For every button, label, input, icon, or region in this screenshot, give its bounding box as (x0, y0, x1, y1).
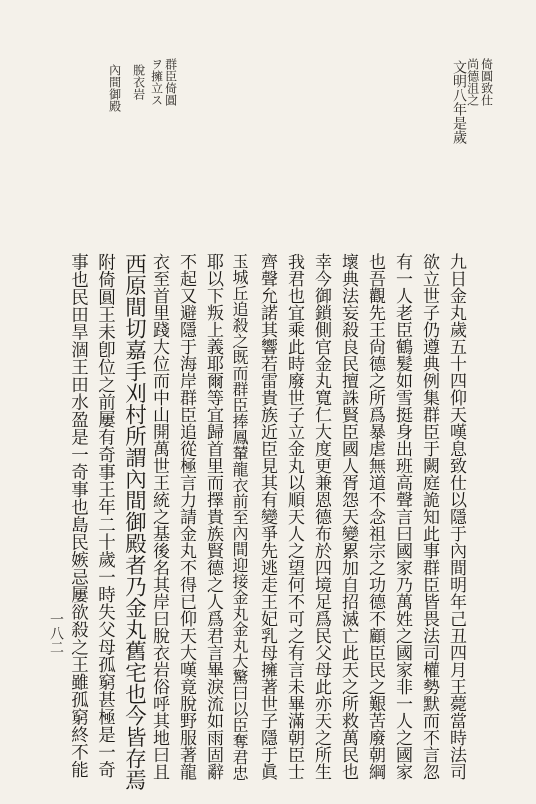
text-column-7: 我君也宜乘此時廢世子立金丸以順天人之望何不可之有言未畢滿朝臣士 (284, 253, 304, 780)
text-column-5: 壞典法妄殺良民擅誅賢臣國人胥怨天變累加自招滅亡此天之所救萬民也 (338, 253, 358, 780)
text-column-2: 欲立世子仍遵典例集群臣于闕庭詭知此事群臣皆畏法司權勢默而不言忽 (419, 253, 439, 780)
margin-note-5: 脫衣岩 (131, 64, 146, 100)
margin-note-6: 內間御殿 (107, 64, 122, 112)
page-number: 一八二 (48, 612, 64, 654)
text-column-4: 也吾觀先王尙德之所爲暴虐無道不念祖宗之功德不顧臣民之艱苦廢朝綱 (365, 253, 385, 780)
text-column-6: 幸今御鎖側官金丸寬仁大度更兼恩德布於四境足爲民父母此亦天之所生 (311, 253, 331, 780)
text-column-11: 不起又避隱于海岸群臣追從極言力請金丸不得已仰天大嘆竟脫野服著龍 (176, 253, 196, 780)
margin-note-3: 群臣倚圓 (163, 58, 178, 106)
text-column-1: 九日金丸歲五十四仰天嘆息致仕以隱于內間明年己丑四月王薨當時法司 (446, 253, 466, 780)
margin-note-2: 尚德沮之 (465, 58, 480, 106)
text-column-14: 附倚圓王未卽位之前屢有奇事王年二十歲一時失父母孤窮甚極是一奇 (95, 253, 116, 778)
text-column-9: 玉城丘追殺之既而群臣捧鳳輦龍衣前至內間迎接金丸金丸大驚曰以臣奪君忠 (230, 253, 249, 781)
margin-note-4: ヲ擁立ス (149, 58, 164, 106)
text-column-12: 衣至首里踐大位而中山開萬世王統之基後名其岸曰脫衣岩俗呼其地曰且 (149, 253, 169, 780)
running-title: 文明八年是歲 (451, 60, 467, 144)
text-column-10: 耶以下叛上義耶爾等宜歸首里而擇貴族賢德之人爲君言畢淚流如雨固辭 (203, 253, 223, 780)
text-column-13: 西原間切嘉手刈村所謂內間御殿者乃金丸舊宅也今皆存焉 (121, 253, 147, 791)
text-column-8: 齊聲允諾其響若雷貴族近臣見其有變爭先逃走王妃乳母擁著世子隱于眞 (257, 253, 277, 780)
text-column-15: 事也民田旱涸王田水盈是一奇事也島民嫉忌屢欲殺之王雖孤窮終不能 (68, 253, 89, 778)
text-column-3: 有一人老臣鶴髮如雪挺身出班高聲言曰國家乃萬姓之國家非一人之國家 (392, 253, 412, 780)
margin-note-1: 倚圓致仕 (479, 58, 494, 106)
